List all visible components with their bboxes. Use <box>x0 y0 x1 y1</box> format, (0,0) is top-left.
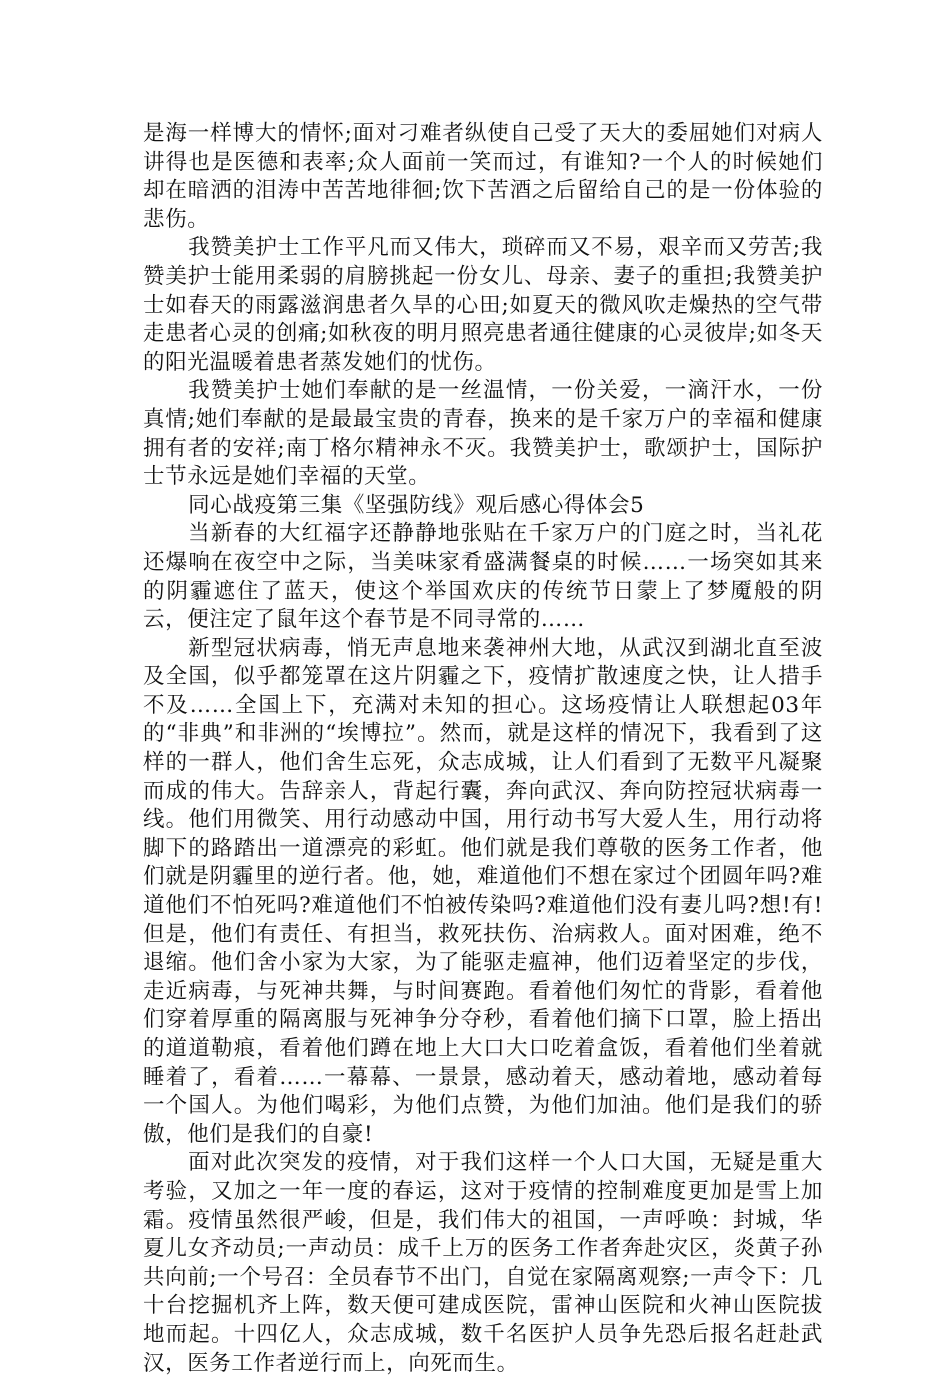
paragraph-new-year-intro: 当新春的大红福字还静静地张贴在千家万户的门庭之时，当礼花还爆响在夜空中之际，当美味家肴盛满餐桌的时候……一场突如其来的阴霾遮住了蓝天，使这个举国欢庆的传统节日蒙上了梦魇般的阴云，便注定了鼠年这个春节是不同寻常的…… <box>143 521 823 633</box>
paragraph-coronavirus: 新型冠状病毒，悄无声息地来袭神州大地，从武汉到湖北直至波及全国，似乎都笼罩在这片阴霾之下，疫情扩散速度之快，让人措手不及……全国上下，充满对未知的担心。这场疫情让人联想起03年的“非典”和非洲的“埃博拉”。然而，就是这样的情况下，我看到了这样的一群人，他们舍生忘死，众志成城，让人们看到了无数平凡凝聚而成的伟大。告辞亲人，背起行囊，奔向武汉、奔向防控冠状病毒一线。他们用微笑、用行动感动中国，用行动书写大爱人生，用行动将脚下的路踏出一道漂亮的彩虹。他们就是我们尊敬的医务工作者，他们就是阴霾里的逆行者。他，她，难道他们不想在家过个团圆年吗?难道他们不怕死吗?难道他们不怕被传染吗?难道他们没有妻儿吗?想!有!但是，他们有责任、有担当，救死扶伤、治病救人。面对困难，绝不退缩。他们舍小家为大家，为了能驱走瘟神，他们迈着坚定的步伐，走近病毒，与死神共舞，与时间赛跑。看着他们匆忙的背影，看着他们穿着厚重的隔离服与死神争分夺秒，看着他们摘下口罩，脸上捂出的道道勒痕，看着他们蹲在地上大口大口吃着盒饭，看着他们坐着就睡着了，看着……一幕幕、一景景，感动着天，感动着地，感动着每一个国人。为他们喝彩，为他们点赞，为他们加油。他们是我们的骄傲，他们是我们的自豪! <box>143 635 823 1147</box>
paragraph-national-response: 面对此次突发的疫情，对于我们这样一个人口大国，无疑是重大考验，又加之一年一度的春运，这对于疫情的控制难度更加是雪上加霜。疫情虽然很严峻，但是，我们伟大的祖国，一声呼唤：封城，华夏儿女齐动员;一声动员：成千上万的医务工作者奔赴灾区，炎黄子孙共向前;一个号召：全员春节不出门，自觉在家隔离观察;一声令下：几十台挖掘机齐上阵，数天便可建成医院，雷神山医院和火神山医院拔地而起。十四亿人，众志成城，数千名医护人员争先恐后报名赶赴武汉，医务工作者逆行而上，向死而生。 <box>143 1150 823 1376</box>
paragraph-continuation: 是海一样博大的情怀;面对刁难者纵使自己受了天大的委屈她们对病人讲得也是医德和表率;众人面前一笑而过，有谁知?一个人的时候她们却在暗洒的泪涛中苦苦地徘徊;饮下苦酒之后留给自己的是一份体验的悲伤。 <box>143 121 823 232</box>
section-heading: 同心战疫第三集《坚强防线》观后感心得体会5 <box>188 492 645 518</box>
document-body <box>143 120 823 1378</box>
paragraph-nurses-dedication: 我赞美护士她们奉献的是一丝温情，一份关爱，一滴汗水，一份真情;她们奉献的是最最宝贵的青春，换来的是千家万户的幸福和健康拥有者的安祥;南丁格尔精神永不灭。我赞美护士，歌颂护士，国际护士节永远是她们幸福的天堂。 <box>143 378 823 490</box>
paragraph-praise-nurses: 我赞美护士工作平凡而又伟大，琐碎而又不易，艰辛而又劳苦;我赞美护士能用柔弱的肩膀挑起一份女儿、母亲、妻子的重担;我赞美护士如春天的雨露滋润患者久旱的心田;如夏天的微风吹走燥热的空气带走患者心灵的创痛;如秋夜的明月照亮患者通往健康的心灵彼岸;如冬天的阳光温暖着患者蒸发她们的忧伤。 <box>143 235 823 375</box>
